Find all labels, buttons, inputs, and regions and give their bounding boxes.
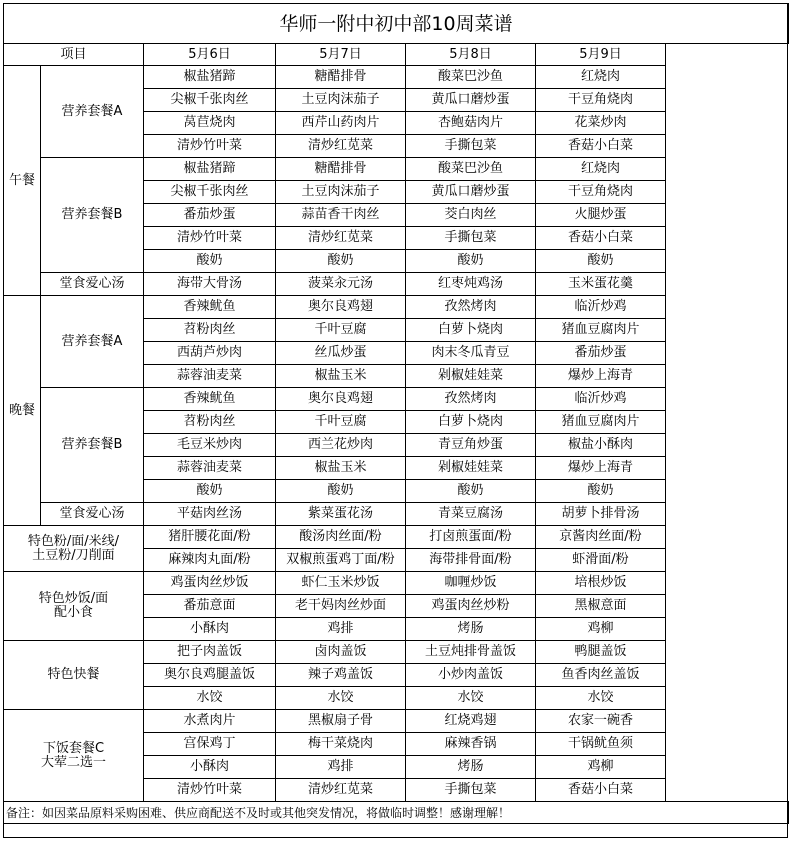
soup-label: 堂食爱心汤: [41, 503, 144, 526]
dish-cell: 丝瓜炒蛋: [276, 342, 406, 365]
dish-cell: 酸奶: [276, 480, 406, 503]
dish-cell: 西芹山药肉片: [276, 112, 406, 135]
dish-cell: 椒盐玉米: [276, 457, 406, 480]
dish-cell: 鸡蛋肉丝炒饭: [144, 572, 276, 595]
dish-cell: 临沂炒鸡: [536, 296, 666, 319]
dish-cell: 椒盐猪蹄: [144, 66, 276, 89]
dish-cell: 临沂炒鸡: [536, 388, 666, 411]
dish-cell: 小炒肉盖饭: [406, 664, 536, 687]
dish-cell: 水饺: [406, 687, 536, 710]
dish-cell: 小酥肉: [144, 756, 276, 779]
dish-cell: 土豆肉沫茄子: [276, 181, 406, 204]
dish-cell: 红烧鸡翅: [406, 710, 536, 733]
group-label-line: 特色炒饭/面: [38, 591, 109, 606]
group-label-line: 特色粉/面/米线/: [27, 533, 120, 549]
dish-cell: 干锅鱿鱼须: [536, 733, 666, 756]
dish-cell: 酸菜巴沙鱼: [406, 158, 536, 181]
dish-cell: 麻辣肉丸面/粉: [144, 549, 276, 572]
dish-cell: 香菇小白菜: [536, 779, 666, 802]
dish-cell: 水饺: [536, 687, 666, 710]
dish-cell: 椒盐玉米: [276, 365, 406, 388]
dish-cell: 尖椒千张肉丝: [144, 89, 276, 112]
group-label-line: 配小食: [53, 605, 93, 620]
set-label: 营养套餐B: [41, 158, 144, 273]
header-date: 5月9日: [536, 44, 666, 66]
dish-cell: 海带排骨面/粉: [406, 549, 536, 572]
group-label: 特色快餐: [4, 641, 144, 710]
dish-cell: 烤肠: [406, 756, 536, 779]
dish-cell: 酸菜巴沙鱼: [406, 66, 536, 89]
dish-cell: 孜然烤肉: [406, 388, 536, 411]
table-row: [4, 710, 789, 733]
dish-cell: 奥尔良鸡翅: [276, 296, 406, 319]
dish-cell: 麻辣香锅: [406, 733, 536, 756]
dish-cell: 红烧肉: [536, 66, 666, 89]
dish-cell: 爆炒上海青: [536, 365, 666, 388]
dish-cell: 清炒红苋菜: [276, 779, 406, 802]
dish-cell: 蒜蓉油麦菜: [144, 365, 276, 388]
page-title: 华师一附中初中部10周菜谱: [4, 4, 789, 44]
soup-label: 堂食爱心汤: [41, 273, 144, 296]
header-row: [4, 44, 789, 66]
dish-cell: 茭白肉丝: [406, 204, 536, 227]
table-row: [4, 273, 789, 296]
group-label-line: 土豆粉/刀削面: [32, 547, 115, 563]
dish-cell: 鸡排: [276, 618, 406, 641]
dish-cell: 黄瓜口蘑炒蛋: [406, 89, 536, 112]
dish-cell: 手撕包菜: [406, 779, 536, 802]
dish-cell: 青菜豆腐汤: [406, 503, 536, 526]
dish-cell: 酸奶: [144, 250, 276, 273]
table-row: [4, 296, 789, 319]
dish-cell: 糖醋排骨: [276, 158, 406, 181]
dish-cell: 蒜苗香干肉丝: [276, 204, 406, 227]
dish-cell: 花菜炒肉: [536, 112, 666, 135]
dish-cell: 酸奶: [536, 480, 666, 503]
table-row: [4, 572, 789, 595]
dish-cell: 紫菜蛋花汤: [276, 503, 406, 526]
dish-cell: 虾仁玉米炒饭: [276, 572, 406, 595]
dish-cell: 香菇小白菜: [536, 227, 666, 250]
table-row: [4, 641, 789, 664]
dish-cell: 黄瓜口蘑炒蛋: [406, 181, 536, 204]
dish-cell: 西兰花炒肉: [276, 434, 406, 457]
table-row: [4, 66, 789, 89]
dish-cell: 黑椒扇子骨: [276, 710, 406, 733]
table-row: [4, 503, 789, 526]
dish-cell: 鸡蛋肉丝炒粉: [406, 595, 536, 618]
dish-cell: 酸奶: [144, 480, 276, 503]
dish-cell: 手撕包菜: [406, 227, 536, 250]
header-date: 5月6日: [144, 44, 276, 66]
dish-cell: 香辣鱿鱼: [144, 388, 276, 411]
dish-cell: 番茄炒蛋: [144, 204, 276, 227]
dish-cell: 清炒竹叶菜: [144, 135, 276, 158]
dish-cell: 水饺: [144, 687, 276, 710]
dish-cell: 白萝卜烧肉: [406, 411, 536, 434]
dish-cell: 平菇肉丝汤: [144, 503, 276, 526]
table-row: [4, 158, 789, 181]
dish-cell: 西葫芦炒肉: [144, 342, 276, 365]
dish-cell: 把子肉盖饭: [144, 641, 276, 664]
dish-cell: 剁椒娃娃菜: [406, 365, 536, 388]
dish-cell: 剁椒娃娃菜: [406, 457, 536, 480]
group-label-line: 下饭套餐C: [42, 740, 105, 756]
dish-cell: 椒盐猪蹄: [144, 158, 276, 181]
group-label-line: 大荤二选一: [40, 754, 106, 770]
dish-cell: 老干妈肉丝炒面: [276, 595, 406, 618]
table-row: [4, 388, 789, 411]
dish-cell: 小酥肉: [144, 618, 276, 641]
title-row: [4, 4, 789, 44]
set-label: 营养套餐A: [41, 66, 144, 158]
dish-cell: 虾滑面/粉: [536, 549, 666, 572]
dish-cell: 辣子鸡盖饭: [276, 664, 406, 687]
dish-cell: 干豆角烧肉: [536, 89, 666, 112]
dish-cell: 酸奶: [536, 250, 666, 273]
dish-cell: 咖喱炒饭: [406, 572, 536, 595]
dish-cell: 酸奶: [276, 250, 406, 273]
dish-cell: 猪血豆腐肉片: [536, 411, 666, 434]
group-label: [4, 526, 144, 572]
dish-cell: 玉米蛋花羹: [536, 273, 666, 296]
dish-cell: 蒜蓉油麦菜: [144, 457, 276, 480]
dish-cell: 爆炒上海青: [536, 457, 666, 480]
dish-cell: 清炒红苋菜: [276, 227, 406, 250]
dish-cell: 胡萝卜排骨汤: [536, 503, 666, 526]
dish-cell: 苕粉肉丝: [144, 319, 276, 342]
dish-cell: 酸汤肉丝面/粉: [276, 526, 406, 549]
dish-cell: 鱼香肉丝盖饭: [536, 664, 666, 687]
dish-cell: 清炒竹叶菜: [144, 779, 276, 802]
dish-cell: 鸡排: [276, 756, 406, 779]
set-label: 营养套餐B: [41, 388, 144, 503]
dish-cell: 海带大骨汤: [144, 273, 276, 296]
menu-table: [3, 3, 789, 824]
group-label: [4, 710, 144, 802]
dish-cell: 土豆肉沫茄子: [276, 89, 406, 112]
dish-cell: 水饺: [276, 687, 406, 710]
dish-cell: 尖椒千张肉丝: [144, 181, 276, 204]
meal-label: 午餐: [4, 66, 41, 296]
dish-cell: 孜然烤肉: [406, 296, 536, 319]
meal-label: 晚餐: [4, 296, 41, 526]
footnote: 备注：如因菜品原料采购困难、供应商配送不及时或其他突发情况，将做临时调整！感谢理解！: [4, 802, 789, 824]
dish-cell: 鸭腿盖饭: [536, 641, 666, 664]
dish-cell: 手撕包菜: [406, 135, 536, 158]
dish-cell: 鸡柳: [536, 756, 666, 779]
dish-cell: 千叶豆腐: [276, 319, 406, 342]
dish-cell: 土豆炖排骨盖饭: [406, 641, 536, 664]
dish-cell: 培根炒饭: [536, 572, 666, 595]
dish-cell: 烤肠: [406, 618, 536, 641]
header-date: 5月8日: [406, 44, 536, 66]
dish-cell: 番茄炒蛋: [536, 342, 666, 365]
dish-cell: 椒盐小酥肉: [536, 434, 666, 457]
dish-cell: 奥尔良鸡腿盖饭: [144, 664, 276, 687]
dish-cell: 水煮肉片: [144, 710, 276, 733]
dish-cell: 农家一碗香: [536, 710, 666, 733]
dish-cell: 鸡柳: [536, 618, 666, 641]
dish-cell: 香菇小白菜: [536, 135, 666, 158]
dish-cell: 猪血豆腐肉片: [536, 319, 666, 342]
dish-cell: 打卤煎蛋面/粉: [406, 526, 536, 549]
set-label: 营养套餐A: [41, 296, 144, 388]
dish-cell: 番茄意面: [144, 595, 276, 618]
dish-cell: 肉末冬瓜青豆: [406, 342, 536, 365]
dish-cell: 清炒竹叶菜: [144, 227, 276, 250]
header-date: 5月7日: [276, 44, 406, 66]
dish-cell: 火腿炒蛋: [536, 204, 666, 227]
dish-cell: 京酱肉丝面/粉: [536, 526, 666, 549]
dish-cell: 双椒煎蛋鸡丁面/粉: [276, 549, 406, 572]
header-item: 项目: [4, 44, 144, 66]
note-row: [4, 802, 789, 824]
dish-cell: 糖醋排骨: [276, 66, 406, 89]
dish-cell: 红烧肉: [536, 158, 666, 181]
dish-cell: 黑椒意面: [536, 595, 666, 618]
dish-cell: 杏鲍菇肉片: [406, 112, 536, 135]
dish-cell: 青豆角炒蛋: [406, 434, 536, 457]
dish-cell: 千叶豆腐: [276, 411, 406, 434]
group-label: [4, 572, 144, 641]
dish-cell: 干豆角烧肉: [536, 181, 666, 204]
dish-cell: 苕粉肉丝: [144, 411, 276, 434]
table-row: [4, 526, 789, 549]
dish-cell: 酸奶: [406, 480, 536, 503]
dish-cell: 红枣炖鸡汤: [406, 273, 536, 296]
dish-cell: 酸奶: [406, 250, 536, 273]
dish-cell: 卤肉盖饭: [276, 641, 406, 664]
dish-cell: 宫保鸡丁: [144, 733, 276, 756]
dish-cell: 梅干菜烧肉: [276, 733, 406, 756]
dish-cell: 菠菜汆元汤: [276, 273, 406, 296]
dish-cell: 清炒红苋菜: [276, 135, 406, 158]
dish-cell: 白萝卜烧肉: [406, 319, 536, 342]
dish-cell: 香辣鱿鱼: [144, 296, 276, 319]
dish-cell: 奥尔良鸡翅: [276, 388, 406, 411]
dish-cell: 莴苣烧肉: [144, 112, 276, 135]
dish-cell: 毛豆米炒肉: [144, 434, 276, 457]
dish-cell: 猪肝腰花面/粉: [144, 526, 276, 549]
